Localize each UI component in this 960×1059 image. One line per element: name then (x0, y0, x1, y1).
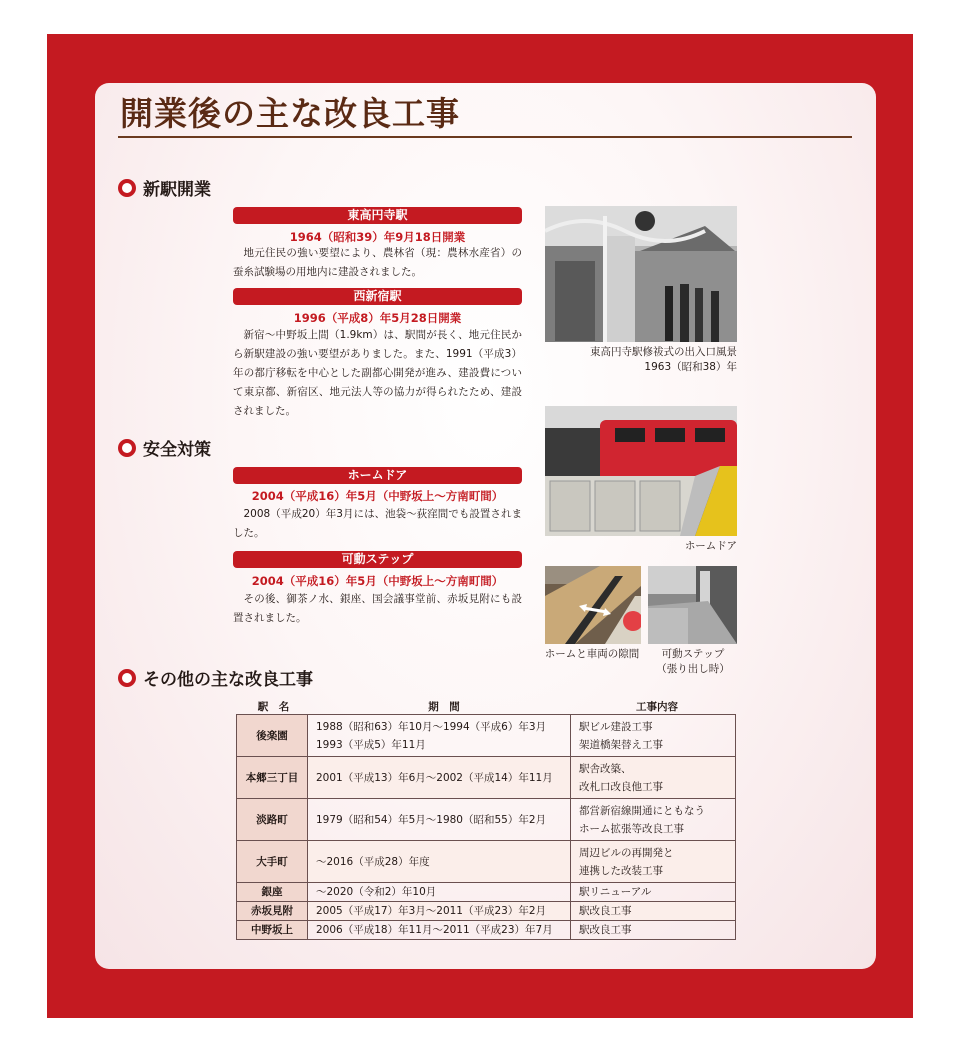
improvement-table (236, 714, 736, 940)
period-cell: 2005（平成17）年3月～2011（平成23）年2月 (308, 902, 571, 921)
station-cell: 後楽園 (237, 715, 308, 757)
station-cell: 中野坂上 (237, 921, 308, 940)
table-row (237, 799, 736, 841)
work-cell: 周辺ビルの再開発と (579, 846, 674, 859)
station-cell: 大手町 (237, 841, 308, 883)
station-date-higashikoenji: 1964（昭和39）年9月18日開業 (289, 230, 466, 244)
caption-platform-gap: ホームと車両の隙間 (544, 648, 640, 660)
work-cell: 駅ビル建設工事 (579, 720, 653, 733)
safety-date-homedoor: 2004（平成16）年5月（中野坂上～方南町間） (251, 489, 504, 503)
photo-movable-step (648, 566, 737, 644)
station-cell: 銀座 (237, 883, 308, 902)
period-cell: ～2020（令和2）年10月 (308, 883, 571, 902)
caption-higashikoenji: 東高円寺駅修祓式の出入口風景 1963（昭和38）年 (590, 346, 737, 373)
caption-movable-step: 可動ステップ （張り出し時） (656, 648, 730, 675)
table-row (237, 883, 736, 902)
work-cell: 駅リニューアル (571, 883, 736, 902)
work-cell: ホーム拡張等改良工事 (579, 822, 684, 835)
work-cell: 連携した改装工事 (579, 864, 663, 877)
period-cell: 2006（平成18）年11月～2011（平成23）年7月 (308, 921, 571, 940)
station-cell: 本郷三丁目 (237, 757, 308, 799)
column-header-work: 工事内容 (636, 701, 678, 713)
safety-date-step: 2004（平成16）年5月（中野坂上～方南町間） (251, 574, 504, 588)
column-header-station: 駅 名 (257, 701, 290, 713)
station-text-higashikoenji: 地元住民の強い要望により、農林省（現：農林水産省）の蚕糸試験場の用地内に建設されました。 (233, 247, 522, 278)
period-cell: 1979（昭和54）年5月～1980（昭和55）年2月 (308, 799, 571, 841)
table-row (237, 757, 736, 799)
page-title: 開業後の主な改良工事 (120, 94, 460, 133)
work-cell: 改札口改良他工事 (579, 780, 663, 793)
work-cell: 駅改良工事 (571, 902, 736, 921)
period-cell: 2001（平成13）年6月～2002（平成14）年11月 (308, 757, 571, 799)
station-cell: 赤坂見附 (237, 902, 308, 921)
safety-bar-step: 可動ステップ (233, 551, 522, 568)
table-row (237, 902, 736, 921)
station-date-nishishinjuku: 1996（平成8）年5月28日開業 (293, 311, 462, 325)
station-cell: 淡路町 (237, 799, 308, 841)
safety-text-step: その後、御茶ノ水、銀座、国会議事堂前、赤坂見附にも設置されました。 (233, 593, 522, 624)
station-text-nishishinjuku: 新宿～中野坂上間（1.9km）は、駅間が長く、地元住民から新駅建設の強い要望がありました。また、1991（平成3）年の都庁移転を中心とした副都心開発が進み、建設費について東京都、新宿区、地元法人等の協力が得られたため、建設されました。 (233, 329, 522, 417)
section-heading-safety: 安全対策 (118, 435, 211, 460)
period-cell: 1988（昭和63）年10月～1994（平成6）年3月 (316, 720, 547, 733)
section-heading-other: その他の主な改良工事 (118, 665, 313, 690)
table-row (237, 921, 736, 940)
photo-higashikoenji-opening (545, 206, 737, 342)
photo-homedoor (545, 406, 737, 536)
title-underline (118, 136, 852, 138)
safety-bar-homedoor: ホームドア (233, 467, 522, 484)
station-bar-nishishinjuku: 西新宿駅 (233, 288, 522, 305)
work-cell: 駅舎改築、 (579, 762, 632, 775)
table-row (237, 715, 736, 757)
work-cell: 駅改良工事 (571, 921, 736, 940)
circle-bullet-icon (118, 439, 136, 457)
station-bar-higashikoenji: 東高円寺駅 (233, 207, 522, 224)
caption-homedoor: ホームドア (684, 540, 737, 552)
column-header-period: 期 間 (428, 701, 460, 713)
circle-bullet-icon (118, 669, 136, 687)
section-heading-new-stations: 新駅開業 (118, 175, 211, 200)
photo-platform-gap (545, 566, 641, 644)
period-cell: 1993（平成5）年11月 (316, 738, 426, 751)
work-cell: 都営新宿線開通にともなう (579, 804, 705, 817)
safety-text-homedoor: 2008（平成20）年3月には、池袋～荻窪間でも設置されました。 (233, 508, 522, 539)
circle-bullet-icon (118, 179, 136, 197)
period-cell: ～2016（平成28）年度 (308, 841, 571, 883)
table-row (237, 841, 736, 883)
work-cell: 架道橋架替え工事 (579, 738, 663, 751)
